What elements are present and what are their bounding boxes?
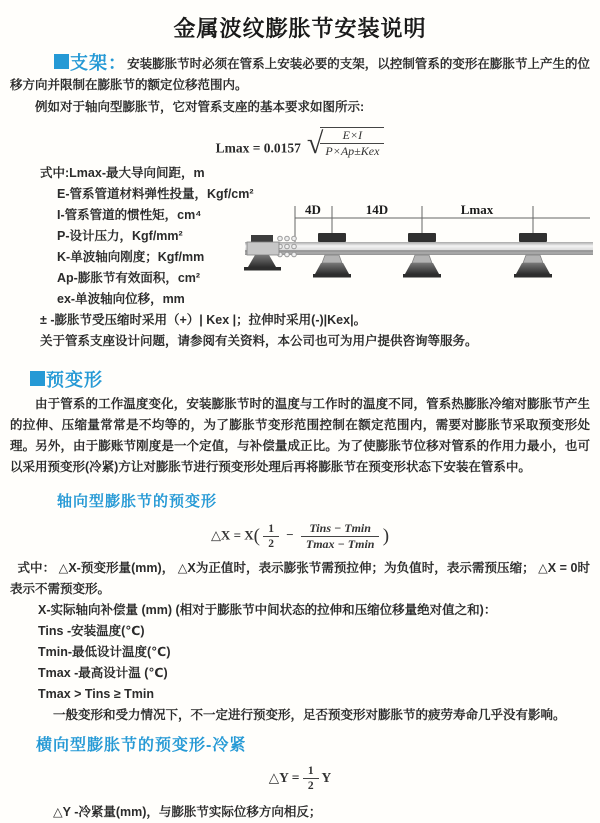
temp-denominator: Tmax − Tmin [305,537,375,551]
axial-shizhong: 式中： △X-预变形量(mm)， △X为正值时，表示膨张节需预拉伸；为负值时，表示需预压缩； △X = 0时表示不需预变形。 [10,561,590,596]
definition-item: K-单波轴向刚度；Kgf/mm [57,250,205,264]
axial-line: Tins -安装温度(℃) [38,624,145,638]
preform-section-heading: 预变形 [46,370,103,390]
definition-item: 式中:Lmax-最大导向间距，m [40,166,205,180]
page-title: 金属波纹膨胀节安装说明 [173,16,427,41]
pipe-support [313,233,351,278]
formula-lateral-half [303,764,319,794]
formula-axial-half [263,522,279,552]
formula-axial-pre: △X = X [210,527,254,543]
pipe-diagram-svg [243,202,595,302]
minus-sign: − [286,527,294,543]
support-intro-text: 安装膨胀节时必须在管系上安装必要的支架，以控制管系的变形在膨胀节上产生的位移方向并限制在膨胀节的额定位移范围内。 [10,57,591,92]
preform-body: 由于管系的工作温度变化，安装膨胀节时的温度与工作时的温度不同，管系热膨胀冷缩对膨胀节产生的拉伸、压缩量常常是不均等的，为了膨胀节变形范围控制在额定范围内，需要对膨胀节采取预变形处理。另外，由于膨账节刚度是一个定值，与补偿量成正比。为了使膨胀节位移对管系的作用力最小，也可以采用预变形(冷紧)方让对膨胀节进行预变形处理后再将膨胀节在预变形状态下安装在管系中。 [10,397,590,474]
formula-lateral [0,764,600,794]
formula-axial [0,521,600,552]
section-bullet-icon [54,54,69,69]
support-section-intro [10,53,590,96]
open-paren: ( [253,525,260,547]
formula-lmax-numerator: E×I [320,128,384,144]
axial-line: Tmax -最高设计温 (℃) [38,666,168,680]
temp-numerator: Tins − Tmin [301,521,380,537]
section-bullet-icon [30,371,45,386]
formula-lmax [0,127,600,159]
dim-label-lmax: Lmax [460,202,494,217]
half-numerator: 1 [263,522,279,537]
bellows-icon [278,236,297,257]
pipe-support-diagram [243,202,595,302]
fixed-anchor-support [244,235,281,271]
axial-subsection-heading: 轴向型膨胀节的预变形 [57,493,218,510]
pipe [245,242,593,255]
radical-sign-icon: √ [306,126,324,160]
axial-line: Tmax > Tins ≥ Tmin [38,687,155,701]
lateral-note: △Y -冷紧量(mm)，与膨胀节实际位移方向相反； [53,804,322,819]
formula-lateral-post: Y [321,769,332,785]
pipe-support [514,233,552,278]
sqrt-radical [307,127,384,159]
pipe-shadow-stripe [245,250,593,252]
lateral-subsection-heading: 横向型膨胀节的预变形-冷紧 [36,737,247,754]
definition-item: P-设计压力，Kgf/mm² [57,229,183,243]
support-note: 关于管系支座设计问题，请参阅有关资料，本公司也可为用户提供咨询等服务。 [40,334,478,348]
definition-item: Ap-膨胀节有效面积，cm² [57,271,201,285]
preform-section-heading-row [30,366,590,392]
formula-lmax-fraction [320,127,384,159]
formula-axial-temp-fraction [301,521,380,552]
formula-lateral-pre: △Y = [268,769,300,785]
axial-general-note: 一般变形和受力情况下，不一定进行预变形，足否预变形对膨胀节的疲劳寿命几乎没有影响。 [53,708,566,722]
definition-item: I-管系管道的惯性矩，cm⁴ [57,208,202,222]
support-section-heading: 支架： [70,53,128,73]
half-denominator: 2 [307,780,314,793]
half-numerator: 1 [303,764,319,779]
formula-lmax-denominator: P×Ap±Kex [325,144,380,158]
definition-item: E-管系管道材料弹性投量，Kgf/cm² [57,187,254,201]
pipe-support [403,233,441,278]
formula-lmax-lhs: Lmax = 0.0157 [215,140,301,156]
axial-line: Tmin-最低设计温度(℃) [38,645,171,659]
dim-label-14d: 14D [365,202,389,217]
dim-label-4d: 4D [305,202,321,217]
close-paren: ) [382,525,390,547]
definition-item: ± -膨胀节受压缩时采用（+）| Kex |；拉伸时采用(-)|Kex|。 [40,313,367,327]
half-denominator: 2 [268,538,274,550]
axial-line: X-实际轴向补偿量 (mm) (相对于膨胀节中间状态的拉伸和压缩位移量绝对值之和)： [38,603,497,617]
support-example-line: 例如对于轴向型膨胀节，它对管系支座的基本要求如图所示: [35,100,365,114]
definition-item: ex-单波轴向位移，mm [57,292,185,306]
document-page [0,12,600,819]
